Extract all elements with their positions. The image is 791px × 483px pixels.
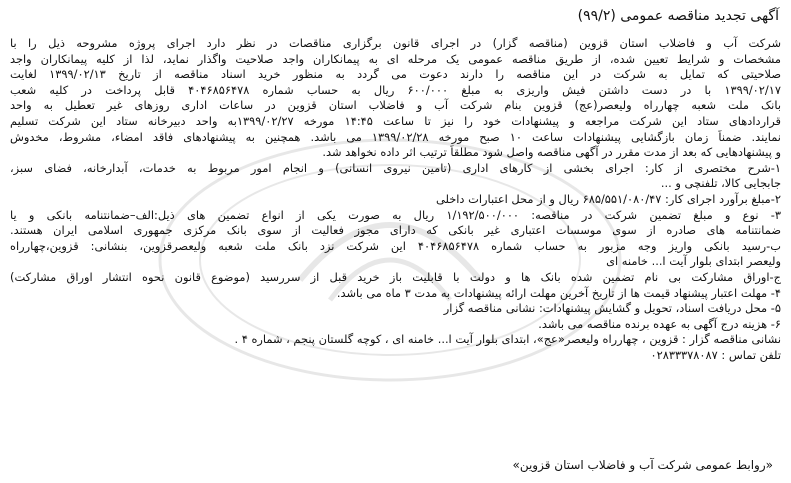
documents-location-line: ۵- محل دریافت اسناد، تحویل و گشایش پیشنهادات: نشانی مناقصه گزار — [443, 301, 781, 316]
phone-line: تلفن تماس : ۰۲۸۳۳۳۷۸۰۸۷ — [650, 347, 781, 362]
text-line: ۱۳۹۹/۰۲/۱۷ با در دست داشتن فیش واریزی به مبلغ ۶۰۰/۰۰۰ ریال به حساب شماره ۴۰۴۶۸۵۶۴۷۸ قابل پرداخت در کلیه شعب — [10, 82, 781, 97]
guarantee-line: ۳- نوع و مبلغ تضمین شرکت در مناقصه: ۱/۱۹۲/۵۰۰/۰۰۰ ریال به صورت یکی از انواع تضمین های ذیل:الف–ضمانتنامه بانکی و یا — [10, 207, 781, 222]
guarantee-line: ب-رسید بانکی واریز وجه مزبور به حساب شماره ۴۰۴۶۸۵۶۴۷۸ این شرکت نزد بانک ملت شعبه ولیعصرقزوین، بنشانی: قزوین،چهارراه — [10, 238, 781, 253]
estimate-line: ۲-مبلغ برآورد اجرای کار: ۶۸۵/۵۵۱/۰۸۰/۴۷ ریال و از محل اعتبارات داخلی — [435, 191, 781, 206]
notice-body — [10, 36, 781, 363]
ad-cost-line: ۶- هزینه درج آگهی به عهده برنده مناقصه می باشد. — [538, 316, 781, 331]
signature: «روابط عمومی شرکت آب و فاضلاب استان قزوین» — [512, 458, 773, 472]
work-description-line: ۱-شرح مختصری از کار: اجرای بخشی از کارهای اداری (تامین نیروی انسانی) و انجام امور مربوط به خدمات، آبدارخانه، فضای سبز، — [10, 160, 781, 175]
text-line: قراردادهای ستاد این شرکت مراجعه و پیشنهادات خود را نیز تا ساعت ۱۴:۴۵ مورخه ۱۳۹۹/۰۲/۲۷به واحد دبیرخانه ستاد این شرکت تسلیم — [10, 113, 781, 128]
work-description-line: جابجایی کالا، تلفنچی و ... — [660, 176, 781, 191]
guarantee-line: ولیعصر ابتدای بلوار آیت ا... خامنه ای — [606, 254, 781, 269]
text-line: بانک ملت شعبه چهارراه ولیعصر(عج) قزوین بنام شرکت آب و فاضلاب استان قزوین در ساعات اداری روزهای غیر تعطیل به واحد — [10, 98, 781, 113]
guarantee-line: ضمانتنامه های صادره از سوی موسسات اعتباری غیر بانکی که دارای مجوز فعالیت از سوی بانک مرکزی جمهوری اسلامی ایران هستند. — [10, 223, 781, 238]
address-line: نشانی مناقصه گزار : قزوین ، چهارراه ولیعصر«عج»، ابتدای بلوار آیت ا... خامنه ای ، کوچه گلستان پنجم ، شماره ۴ . — [234, 332, 781, 347]
text-line: شرکت آب و فاضلاب استان قزوین (مناقصه گزار) در اجرای قانون برگزاری مناقصات در نظر دارد اجرای پروژه مشروحه ذیل را با — [10, 36, 781, 50]
text-line: نمایند. ضمناً زمان بازگشایی پیشنهادات ساعت ۱۰ صبح مورخه ۱۳۹۹/۰۲/۲۸ می باشد. همچنین به پیشنهادهای فاقد امضاء، مشروط، مخدوش — [10, 129, 781, 144]
guarantee-line: ج-اوراق مشارکت بی نام تضمین شده بانک ها و دولت با قابلیت باز خرید قبل از سررسید (موضوع قانون نحوه انتشار اوراق مشارکت) — [10, 269, 781, 284]
text-line: صلاحیتی که تمایل به شرکت در این مناقصه را دارند دعوت می گردد به منظور خرید اسناد مناقصه از تاریخ ۱۳۹۹/۰۲/۱۳ لغایت — [10, 67, 781, 82]
text-line: مشخصات و شرایط تعیین شده، از طریق مناقصه عمومی یک مرحله ای به پیمانکاران واجد صلاحیت واگذار نماید، لذا از کلیه پیمانکاران واجد — [10, 51, 781, 66]
validity-line: ۴- مهلت اعتبار پیشنهاد قیمت ها از تاریخ آخرین مهلت ارائه پیشنهادات به مدت ۳ ماه می باشد. — [336, 285, 781, 300]
notice-title: آگهی تجدید مناقصه عمومی (۹۹/۲) — [577, 8, 779, 24]
text-line: و پیشنهادهایی که بعد از مدت مقرر در آگهی مناقصه واصل شود مطلقاً ترتیب اثر داده نخواهد شد. — [322, 145, 781, 160]
